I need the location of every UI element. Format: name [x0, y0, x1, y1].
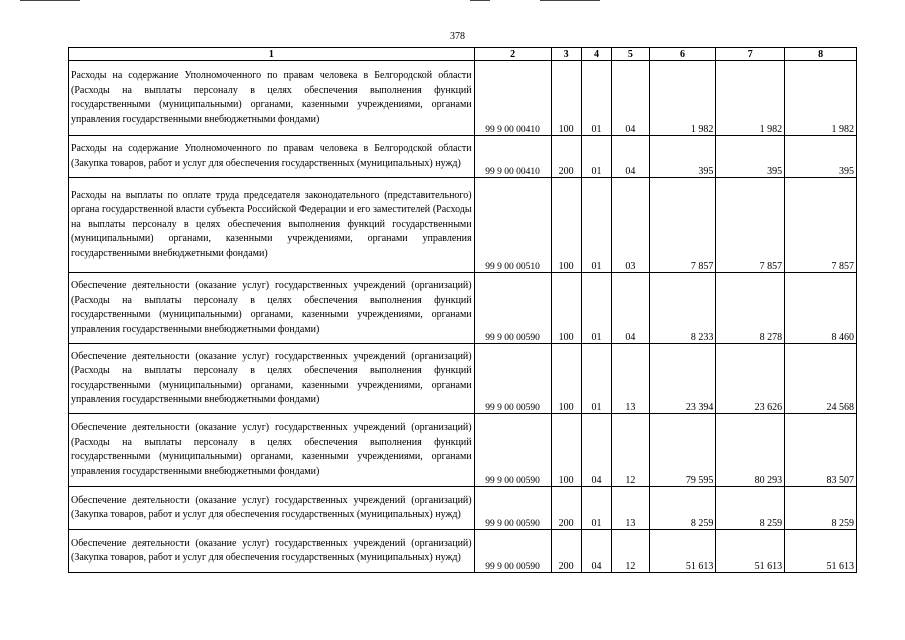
section-code: 01 [581, 487, 611, 530]
amount-year-3: 1 982 [785, 61, 857, 136]
table-row [69, 273, 857, 344]
row-description: Обеспечение деятельности (оказание услуг) государственных учреждений (организаций) (Расходы на выплаты персоналу в целях обеспечения выполнения функций государственными (муниципальными) органами, казенными учреждениями, органами управления государственными внебюджетными фондами) [69, 344, 475, 414]
target-article-code: 99 9 00 00590 [474, 487, 551, 530]
amount-year-2: 23 626 [716, 344, 785, 414]
row-description: Расходы на выплаты по оплате труда председателя законодательного (представительного) органа государственной власти субъекта Российской Федерации и его заместителей (Расходы на выплаты персоналу в целях обеспечения выполнения функций государственными (муниципальными) органами, казенными учреждениями, органами управления государственными внебюджетными фондами) [69, 178, 475, 273]
row-description: Обеспечение деятельности (оказание услуг) государственных учреждений (организаций) (Закупка товаров, работ и услуг для обеспечения государственных (муниципальных) нужд) [69, 487, 475, 530]
subsection-code: 13 [612, 344, 649, 414]
subsection-code: 13 [612, 487, 649, 530]
row-description: Обеспечение деятельности (оказание услуг) государственных учреждений (организаций) (Закупка товаров, работ и услуг для обеспечения государственных (муниципальных) нужд) [69, 530, 475, 573]
amount-year-3: 51 613 [785, 530, 857, 573]
amount-year-3: 8 460 [785, 273, 857, 344]
subsection-code: 12 [612, 530, 649, 573]
expense-type-code: 200 [551, 530, 581, 573]
page-number: 378 [450, 31, 465, 42]
amount-year-1: 8 233 [649, 273, 716, 344]
table-row [69, 414, 857, 487]
section-code: 01 [581, 136, 611, 178]
amount-year-3: 24 568 [785, 344, 857, 414]
expense-type-code: 200 [551, 487, 581, 530]
amount-year-1: 79 595 [649, 414, 716, 487]
section-code: 01 [581, 273, 611, 344]
amount-year-3: 7 857 [785, 178, 857, 273]
section-code: 04 [581, 530, 611, 573]
amount-year-1: 51 613 [649, 530, 716, 573]
scan-edge-marks [0, 0, 905, 2]
subsection-code: 04 [612, 273, 649, 344]
row-description: Расходы на содержание Уполномоченного по правам человека в Белгородской области (Закупка товаров, работ и услуг для обеспечения государственных (муниципальных) нужд) [69, 136, 475, 178]
row-description: Обеспечение деятельности (оказание услуг) государственных учреждений (организаций) (Расходы на выплаты персоналу в целях обеспечения выполнения функций государственными (муниципальными) органами, казенными учреждениями, органами управления государственными внебюджетными фондами) [69, 414, 475, 487]
amount-year-2: 51 613 [716, 530, 785, 573]
target-article-code: 99 9 00 00510 [474, 178, 551, 273]
header-cell: 3 [551, 48, 581, 61]
header-cell: 6 [649, 48, 716, 61]
expense-type-code: 100 [551, 178, 581, 273]
amount-year-2: 7 857 [716, 178, 785, 273]
section-code: 01 [581, 178, 611, 273]
header-cell: 7 [716, 48, 785, 61]
subsection-code: 04 [612, 61, 649, 136]
amount-year-3: 8 259 [785, 487, 857, 530]
header-cell: 4 [581, 48, 611, 61]
amount-year-2: 8 278 [716, 273, 785, 344]
table-row [69, 530, 857, 573]
target-article-code: 99 9 00 00590 [474, 273, 551, 344]
header-cell: 5 [612, 48, 649, 61]
row-description: Расходы на содержание Уполномоченного по правам человека в Белгородской области (Расходы на выплаты персоналу в целях обеспечения выполнения функций государственными (муниципальными) органами, казенными учреждениями, органами управления государственными внебюджетными фондами) [69, 61, 475, 136]
amount-year-2: 395 [716, 136, 785, 178]
amount-year-2: 8 259 [716, 487, 785, 530]
expense-type-code: 100 [551, 344, 581, 414]
subsection-code: 03 [612, 178, 649, 273]
header-cell: 8 [785, 48, 857, 61]
target-article-code: 99 9 00 00590 [474, 414, 551, 487]
target-article-code: 99 9 00 00410 [474, 61, 551, 136]
table-row [69, 487, 857, 530]
subsection-code: 12 [612, 414, 649, 487]
amount-year-1: 395 [649, 136, 716, 178]
amount-year-2: 80 293 [716, 414, 785, 487]
amount-year-2: 1 982 [716, 61, 785, 136]
table-row [69, 178, 857, 273]
target-article-code: 99 9 00 00590 [474, 344, 551, 414]
target-article-code: 99 9 00 00590 [474, 530, 551, 573]
header-cell: 1 [69, 48, 475, 61]
budget-table [68, 47, 857, 573]
section-code: 01 [581, 344, 611, 414]
amount-year-1: 8 259 [649, 487, 716, 530]
expense-type-code: 100 [551, 414, 581, 487]
amount-year-3: 83 507 [785, 414, 857, 487]
expense-type-code: 100 [551, 61, 581, 136]
section-code: 01 [581, 61, 611, 136]
table-row [69, 61, 857, 136]
row-description: Обеспечение деятельности (оказание услуг) государственных учреждений (организаций) (Расходы на выплаты персоналу в целях обеспечения выполнения функций государственными (муниципальными) органами, казенными учреждениями, органами управления государственными внебюджетными фондами) [69, 273, 475, 344]
subsection-code: 04 [612, 136, 649, 178]
header-row [69, 48, 857, 61]
expense-type-code: 200 [551, 136, 581, 178]
header-cell: 2 [474, 48, 551, 61]
section-code: 04 [581, 414, 611, 487]
amount-year-1: 7 857 [649, 178, 716, 273]
amount-year-1: 23 394 [649, 344, 716, 414]
table-row [69, 344, 857, 414]
target-article-code: 99 9 00 00410 [474, 136, 551, 178]
amount-year-3: 395 [785, 136, 857, 178]
expense-type-code: 100 [551, 273, 581, 344]
table-row [69, 136, 857, 178]
amount-year-1: 1 982 [649, 61, 716, 136]
